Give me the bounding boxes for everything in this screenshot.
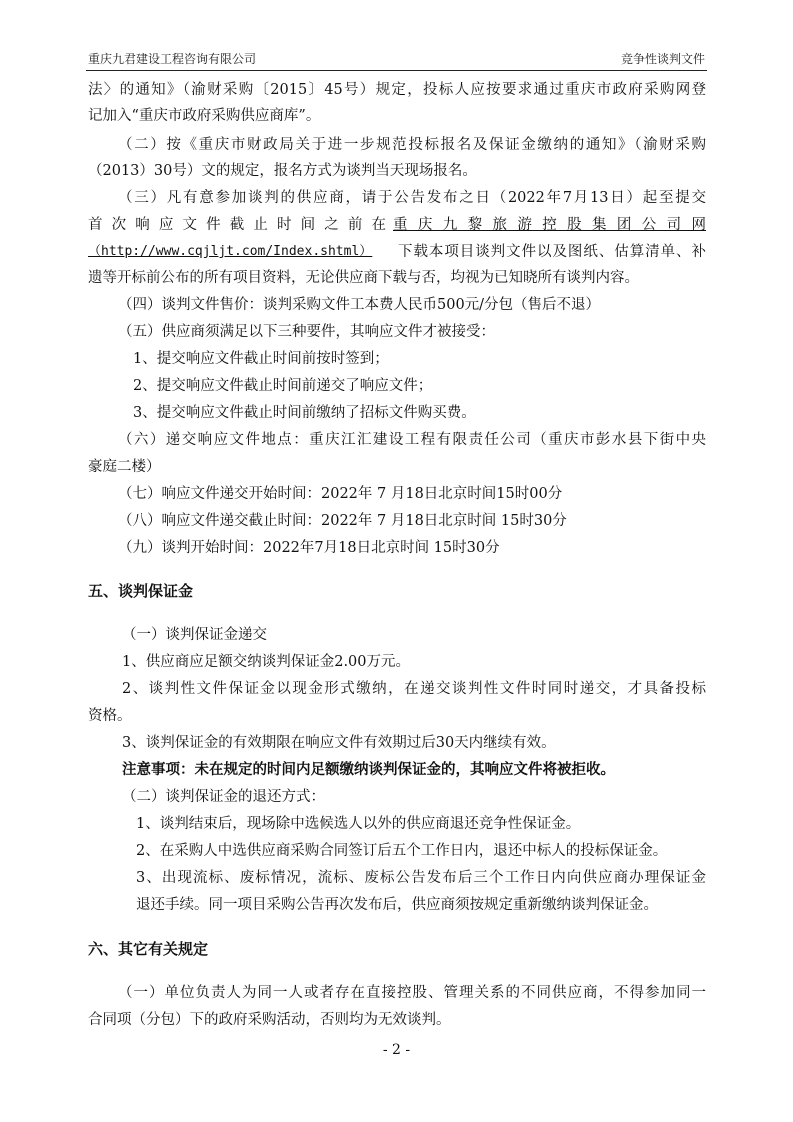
body-line: （一）单位负责人为同一人或者存在直接控股、管理关系的不同供应商，不得参加同一 — [118, 985, 706, 1001]
body-line: （八）响应文件递交截止时间：2022年 7 月18日北京时间 15时30分 — [118, 513, 567, 529]
subheading: （二）谈判保证金的退还方式： — [122, 789, 325, 805]
body-line: （九）谈判开始时间：2022年7月18日北京时间 15时30分 — [118, 540, 500, 556]
body-line: 豪庭二楼） — [88, 459, 161, 475]
list-item: 2、在采购人中选供应商采购合同签订后五个工作日内，退还中标人的投标保证金。 — [136, 843, 668, 859]
website-name-link[interactable]: 重庆九黎旅游控股集团公司网 — [393, 217, 706, 233]
website-url-link[interactable]: （http://www.cqjljt.com/Index.shtml） — [88, 244, 373, 259]
list-item: 2、谈判性文件保证金以现金形式缴纳，在递交谈判性文件时同时递交，才具备投标 — [122, 681, 706, 697]
body-line: 法〉的通知》（渝财采购〔2015〕45号）规定，投标人应按要求通过重庆市政府采购网登 — [88, 82, 706, 98]
list-item: 退还手续。同一项目采购公告再次发布后，供应商须按规定重新缴纳谈判保证金。 — [136, 897, 658, 913]
body-line: 资格。 — [88, 708, 132, 724]
page-number: - 2 - — [382, 1042, 411, 1058]
list-item: 3、谈判保证金的有效期限在响应文件有效期过后30天内继续有效。 — [122, 735, 556, 751]
list-item: 1、谈判结束后，现场除中选候选人以外的供应商退还竞争性保证金。 — [136, 816, 581, 832]
list-item: 1、提交响应文件截止时间前按时签到； — [133, 351, 389, 367]
list-item: 3、出现流标、废标情况，流标、废标公告发布后三个工作日内向供应商办理保证金 — [136, 870, 706, 886]
list-item: 3、提交响应文件截止时间前缴纳了招标文件购买费。 — [133, 405, 476, 421]
body-line: 记加入“重庆市政府采购供应商库”。 — [88, 108, 321, 124]
body-line: （二）按《重庆市财政局关于进一步规范投标报名及保证金缴纳的通知》（渝财采购 — [118, 137, 706, 153]
list-item: 1、供应商应足额交纳谈判保证金2.00万元。 — [122, 654, 411, 670]
section-heading-other-rules: 六、其它有关规定 — [88, 940, 209, 958]
subheading: （一）谈判保证金递交 — [122, 627, 267, 643]
notice-text: 注意事项：未在规定的时间内足额缴纳谈判保证金的，其响应文件将被拒收。 — [122, 761, 615, 778]
body-line: 下载本项目谈判文件以及图纸、估算清单、补 — [398, 244, 706, 260]
body-line: （三）凡有意参加谈判的供应商，请于公告发布之日（2022年7月13日）起至提交 — [118, 190, 706, 206]
body-line: （五）供应商须满足以下三种要件，其响应文件才被接受： — [118, 324, 495, 340]
header-company: 重庆九君建设工程咨询有限公司 — [88, 52, 257, 66]
body-line: （2013）30号）文的规定，报名方式为谈判当天现场报名。 — [88, 163, 477, 179]
header-rule — [86, 70, 707, 71]
section-heading-deposit: 五、谈判保证金 — [88, 582, 194, 600]
body-line: （六）递交响应文件地点：重庆江汇建设工程有限责任公司（重庆市彭水县下街中央 — [118, 432, 706, 448]
list-item: 2、提交响应文件截止时间前递交了响应文件； — [133, 378, 433, 394]
body-line: 合同项（分包）下的政府采购活动，否则均为无效谈判。 — [88, 1012, 451, 1028]
body-line: 遗等开标前公布的所有项目资料，无论供应商下载与否，均视为已知晓所有谈判内容。 — [88, 270, 639, 286]
header-doc-title: 竞争性谈判文件 — [620, 52, 705, 66]
body-line: （七）响应文件递交开始时间：2022年 7 月18日北京时间15时00分 — [118, 486, 563, 502]
body-line: 首次响应文件截止时间之前在 — [88, 217, 386, 233]
body-line: （四）谈判文件售价：谈判采购文件工本费人民币500元/分包（售后不退） — [118, 297, 601, 313]
